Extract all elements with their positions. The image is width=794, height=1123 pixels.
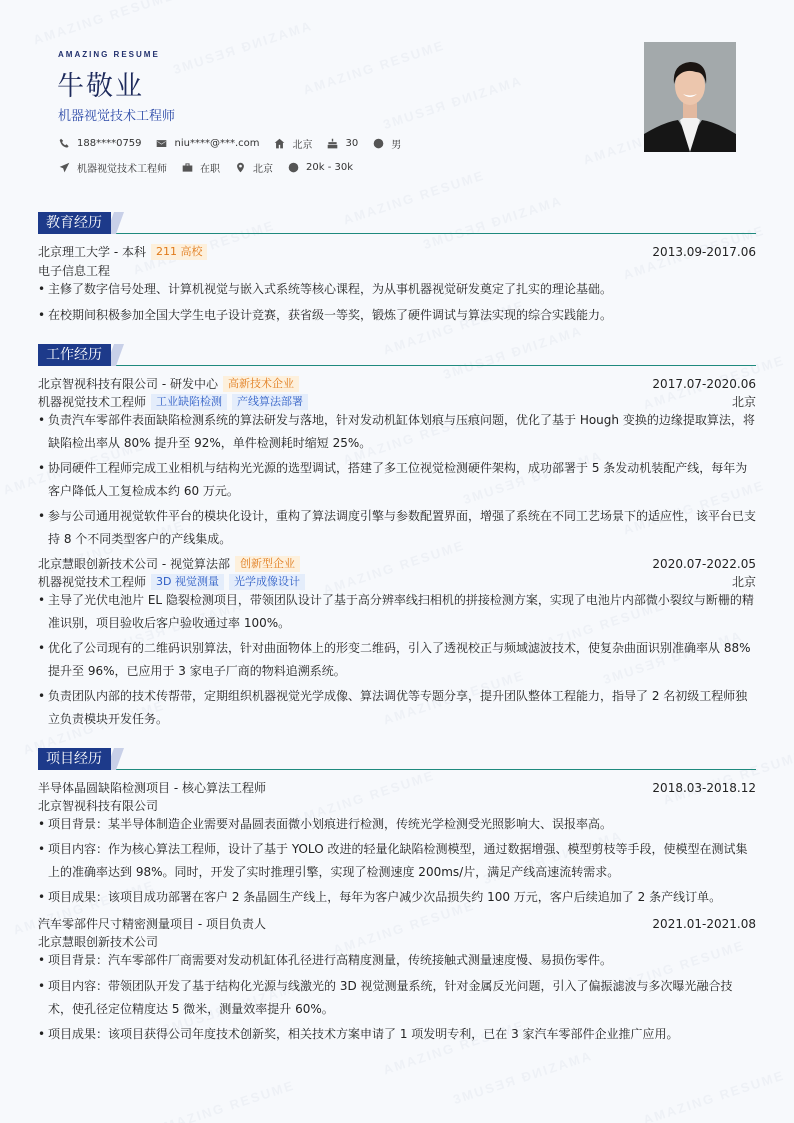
intent-row [58, 160, 367, 175]
project-name: 汽车零部件尺寸精密测量项目 - 项目负责人 [38, 917, 266, 931]
skill-tag: 光学成像设计 [229, 574, 305, 590]
bullet-glyph: • [38, 641, 46, 655]
job-role: 机器视觉技术工程师 [38, 575, 147, 589]
profile-photo [644, 42, 736, 152]
bullet-text: 项目内容：带领团队开发了基于结构化光源与线激光的 3D 视觉测量系统，针对金属反光问题，引入了偏振滤波与多次曝光融合技术，使孔径定位精度达 5 微米，测量效率提升 60%。 [48, 979, 733, 1016]
job-entry-header [38, 555, 756, 572]
list-item [38, 886, 756, 909]
candidate-name: 牛敬业 [57, 71, 144, 102]
list-item [38, 975, 756, 1021]
bullet-text: 项目成果：该项目获得公司年度技术创新奖，相关技术方案申请了 1 项发明专利，已在 3 家汽车零部件企业推广应用。 [48, 1027, 679, 1041]
hometown-text: 北京 [292, 140, 313, 151]
section-education-header [38, 212, 756, 234]
company-tag: 创新型企业 [235, 556, 300, 572]
candidate-title: 机器视觉技术工程师 [58, 109, 176, 124]
list-item [38, 409, 756, 455]
section-title: 项目经历 [38, 748, 111, 770]
bullet-glyph: • [38, 593, 46, 607]
hometown-info [274, 136, 313, 151]
list-item [38, 838, 756, 884]
phone-text: 188****0759 [77, 138, 142, 149]
coin-icon [287, 162, 299, 174]
portrait-image [644, 42, 736, 152]
project-org: 北京智视科技有限公司 [38, 799, 159, 813]
location-pin-icon [234, 162, 246, 174]
job-role-row [38, 393, 756, 410]
section-title: 工作经历 [38, 344, 111, 366]
phone-icon [58, 138, 70, 150]
bullet-text: 参与公司通用视觉软件平台的模块化设计，重构了算法调度引擎与参数配置界面，增强了系统在不同工艺场景下的适应性，该平台已支持 8 个不同类型客户的产线集成。 [48, 509, 757, 546]
bullet-text: 项目内容：作为核心算法工程师，设计了基于 YOLO 改进的轻量化缺陷检测模型，通过数据增强、模型剪枝等手段，使模型在测试集上的准确率达到 98%。同时，开发了实时推理引擎，实现了检测速度 200ms/片，满足产线高速流转需求。 [48, 842, 748, 879]
job-location: 北京 [731, 395, 756, 409]
target-role-text: 机器视觉技术工程师 [77, 164, 167, 175]
company-name: 北京慧眼创新技术公司 - 视觉算法部 [38, 557, 230, 571]
job-period: 2017.07-2020.06 [652, 376, 756, 391]
list-item [38, 278, 756, 301]
school-name: 北京理工大学 - 本科 [38, 245, 146, 259]
age-text: 30 [345, 138, 359, 149]
age-info [327, 138, 359, 150]
major-name: 电子信息工程 [38, 264, 111, 278]
bullet-glyph: • [38, 953, 46, 967]
phone-info [58, 138, 142, 150]
company-tag: 高新技术企业 [223, 376, 299, 392]
list-item [38, 457, 756, 503]
section-work-header [38, 344, 756, 366]
status-text: 在职 [200, 164, 220, 175]
list-item [38, 505, 756, 551]
home-icon [274, 138, 286, 150]
contact-row [58, 136, 415, 151]
school-tag: 211 高校 [151, 244, 208, 260]
bullet-glyph: • [38, 1027, 46, 1041]
gender-text: 男 [391, 140, 402, 151]
section-divider [38, 769, 756, 770]
briefcase-icon [181, 162, 193, 174]
education-period: 2013.09-2017.06 [652, 244, 756, 259]
bullet-text: 项目背景：某半导体制造企业需要对晶圆表面微小划痕进行检测，传统光学检测受光照影响大、误报率高。 [48, 817, 613, 831]
project-entry-header [38, 779, 756, 796]
list-item [38, 813, 756, 836]
send-icon [58, 162, 70, 174]
list-item [38, 589, 756, 635]
list-item [38, 637, 756, 683]
bullet-text: 项目背景：汽车零部件厂商需要对发动机缸体孔径进行高精度测量，传统接触式测量速度慢、易损伤零件。 [48, 953, 613, 967]
skill-tag: 产线算法部署 [232, 394, 308, 410]
bullet-glyph: • [38, 842, 46, 856]
bullet-glyph: • [38, 282, 46, 296]
section-title: 教育经历 [38, 212, 111, 234]
job-period: 2020.07-2022.05 [652, 556, 756, 571]
salary-text: 20k - 30k [306, 162, 353, 173]
project-entry-header [38, 915, 756, 932]
status-info [181, 160, 220, 175]
bullet-glyph: • [38, 689, 46, 703]
education-entry-header [38, 243, 756, 260]
list-item [38, 949, 756, 972]
bullet-text: 项目成果：该项目成功部署在客户 2 条晶圆生产线上，每年为客户减少次品损失约 100 万元，客户后续追加了 2 条产线订单。 [48, 890, 722, 904]
location-text: 北京 [253, 164, 273, 175]
skill-tag: 工业缺陷检测 [151, 394, 227, 410]
project-period: 2021.01-2021.08 [652, 916, 756, 931]
company-name: 北京智视科技有限公司 - 研发中心 [38, 377, 218, 391]
section-divider [38, 365, 756, 366]
skill-tag: 3D 视觉测量 [151, 574, 224, 590]
brand-label: AMAZING RESUME [58, 50, 160, 59]
section-projects-header [38, 748, 756, 770]
job-location: 北京 [731, 575, 756, 589]
project-period: 2018.03-2018.12 [652, 780, 756, 795]
job-role-row [38, 573, 756, 590]
project-name: 半导体晶圆缺陷检测项目 - 核心算法工程师 [38, 781, 266, 795]
list-item [38, 685, 756, 731]
bullet-text: 协同硬件工程师完成工业相机与结构光光源的选型调试，搭建了多工位视觉检测硬件架构，成功部署于 5 条发动机装配产线，每年为客户降低人工复检成本约 60 万元。 [48, 461, 748, 498]
list-item [38, 304, 756, 327]
mail-icon [156, 138, 168, 150]
bullet-glyph: • [38, 461, 46, 475]
target-role-info [58, 160, 167, 175]
bullet-glyph: • [38, 308, 46, 322]
bullet-text: 负责汽车零部件表面缺陷检测系统的算法研发与落地，针对发动机缸体划痕与压痕问题，优化了基于 Hough 变换的边缘提取算法，将缺陷检出率从 80% 提升至 92%，单件检测耗时缩短 25%。 [48, 413, 755, 450]
bullet-text: 优化了公司现有的二维码识别算法，针对曲面物体上的形变二维码，引入了透视校正与频域滤波技术，使复杂曲面识别准确率从 88% 提升至 96%，已应用于 3 家电子厂商的物料追溯系统。 [48, 641, 751, 678]
face-icon [372, 138, 384, 150]
job-entry-header [38, 375, 756, 392]
email-info [156, 138, 260, 150]
bullet-glyph: • [38, 890, 46, 904]
salary-info [287, 162, 353, 174]
location-info [234, 160, 273, 175]
bullet-text: 负责团队内部的技术传帮带，定期组织机器视觉光学成像、算法调优等专题分享，提升团队整体工程能力，指导了 2 名初级工程师独立负责模块开发任务。 [48, 689, 748, 726]
bullet-text: 主导了光伏电池片 EL 隐裂检测项目，带领团队设计了基于高分辨率线扫相机的拼接检测方案，实现了电池片内部微小裂纹与断栅的精准识别，项目验收后客户验收通过率 100%。 [48, 593, 754, 630]
list-item [38, 1023, 756, 1046]
bullet-text: 主修了数字信号处理、计算机视觉与嵌入式系统等核心课程，为从事机器视觉研发奠定了扎实的理论基础。 [48, 282, 613, 296]
bullet-glyph: • [38, 817, 46, 831]
bullet-text: 在校期间积极参加全国大学生电子设计竞赛，获省级一等奖，锻炼了硬件调试与算法实现的综合实践能力。 [48, 308, 613, 322]
cake-icon [327, 138, 339, 150]
project-org: 北京慧眼创新技术公司 [38, 935, 159, 949]
bullet-glyph: • [38, 979, 46, 993]
gender-info [372, 136, 401, 151]
section-divider [38, 233, 756, 234]
bullet-glyph: • [38, 413, 46, 427]
email-text: niu****@***.com [174, 138, 260, 149]
bullet-glyph: • [38, 509, 46, 523]
job-role: 机器视觉技术工程师 [38, 395, 147, 409]
